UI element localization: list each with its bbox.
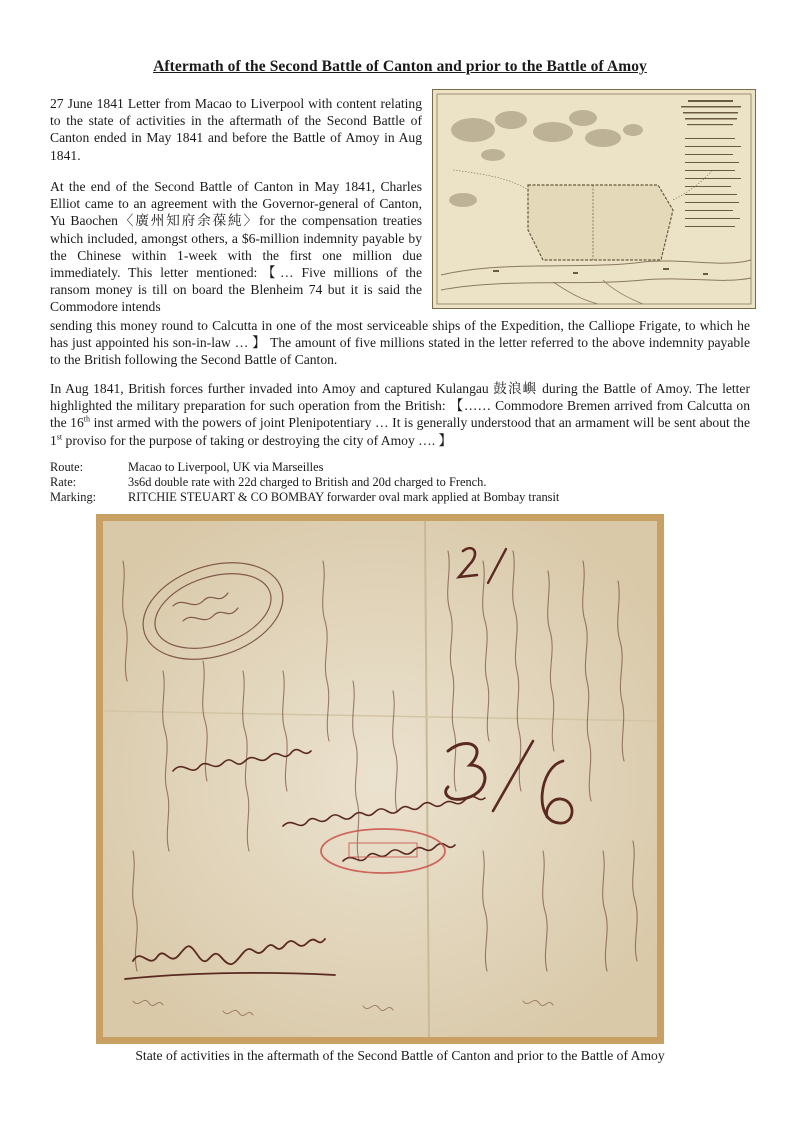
amoy-text-1: In Aug 1841, British forces further invaded into Amoy and captured Kulangau 鼓浪嶼 during the Battle of Amoy. The letter highlighted the military preparation for such operation from the British: 【…… Commodore Bremen arrived from Calcutta on the 16 (50, 381, 750, 431)
amoy-text-3: proviso for the purpose of taking or destroying the city of Amoy …. 】 (62, 432, 453, 448)
amoy-sup-2: st (56, 432, 63, 442)
canton-map-image (432, 89, 756, 309)
postal-details (50, 460, 750, 505)
rate-value: 3s6d double rate with 22d charged to British and 20d charged to French. (128, 475, 487, 489)
route-value: Macao to Liverpool, UK via Marseilles (128, 460, 324, 474)
canton-paragraph-continued: sending this money round to Calcutta in one of the most serviceable ships of the Expedition, the Calliope Frigate, to which he has just appointed his son-in-law … 】 The amount of five millions stated in the letter referred to the above indemnity payable to the British following the Second Battle of Canton. (50, 318, 750, 368)
entire-letter-image (103, 521, 657, 1037)
amoy-text-2: inst armed with the powers of joint Plenipotentiary … It is generally understood that an armament will be sent about the 1 (50, 415, 750, 448)
intro-paragraph: 27 June 1841 Letter from Macao to Liverpool with content relating to the state of activities in the aftermath of the Second Battle of Canton ended in May 1841 and before the Battle of Amoy in Aug 1841. (50, 96, 422, 163)
marking-row (50, 490, 750, 505)
route-row (50, 460, 750, 475)
letter-image-frame (96, 514, 664, 1044)
figure-caption: State of activities in the aftermath of the Second Battle of Canton and prior to the Battle of Amoy (135, 1048, 665, 1063)
amoy-sup-1: th (83, 414, 90, 424)
marking-label: Marking: (50, 490, 97, 504)
page-title: Aftermath of the Second Battle of Canton and prior to the Battle of Amoy (153, 58, 647, 75)
rate-row (50, 475, 750, 490)
marking-value: RITCHIE STEUART & CO BOMBAY forwarder oval mark applied at Bombay transit (128, 490, 560, 504)
rate-label: Rate: (50, 475, 77, 489)
canton-paragraph: At the end of the Second Battle of Canton in May 1841, Charles Elliot came to an agreement with the Governor-general of Canton, Yu Baochen〈廣州知府余葆純〉for the compensation treaties which included, amongst others, a $6-million indemnity payable by the Chinese within 1-week with the first one million due immediately. This letter mentioned:【… Five millions of the ransom money is till on board the Blenheim 74 but it is said the Commodore intends (50, 179, 422, 315)
route-label: Route: (50, 460, 84, 474)
amoy-paragraph (50, 380, 750, 449)
